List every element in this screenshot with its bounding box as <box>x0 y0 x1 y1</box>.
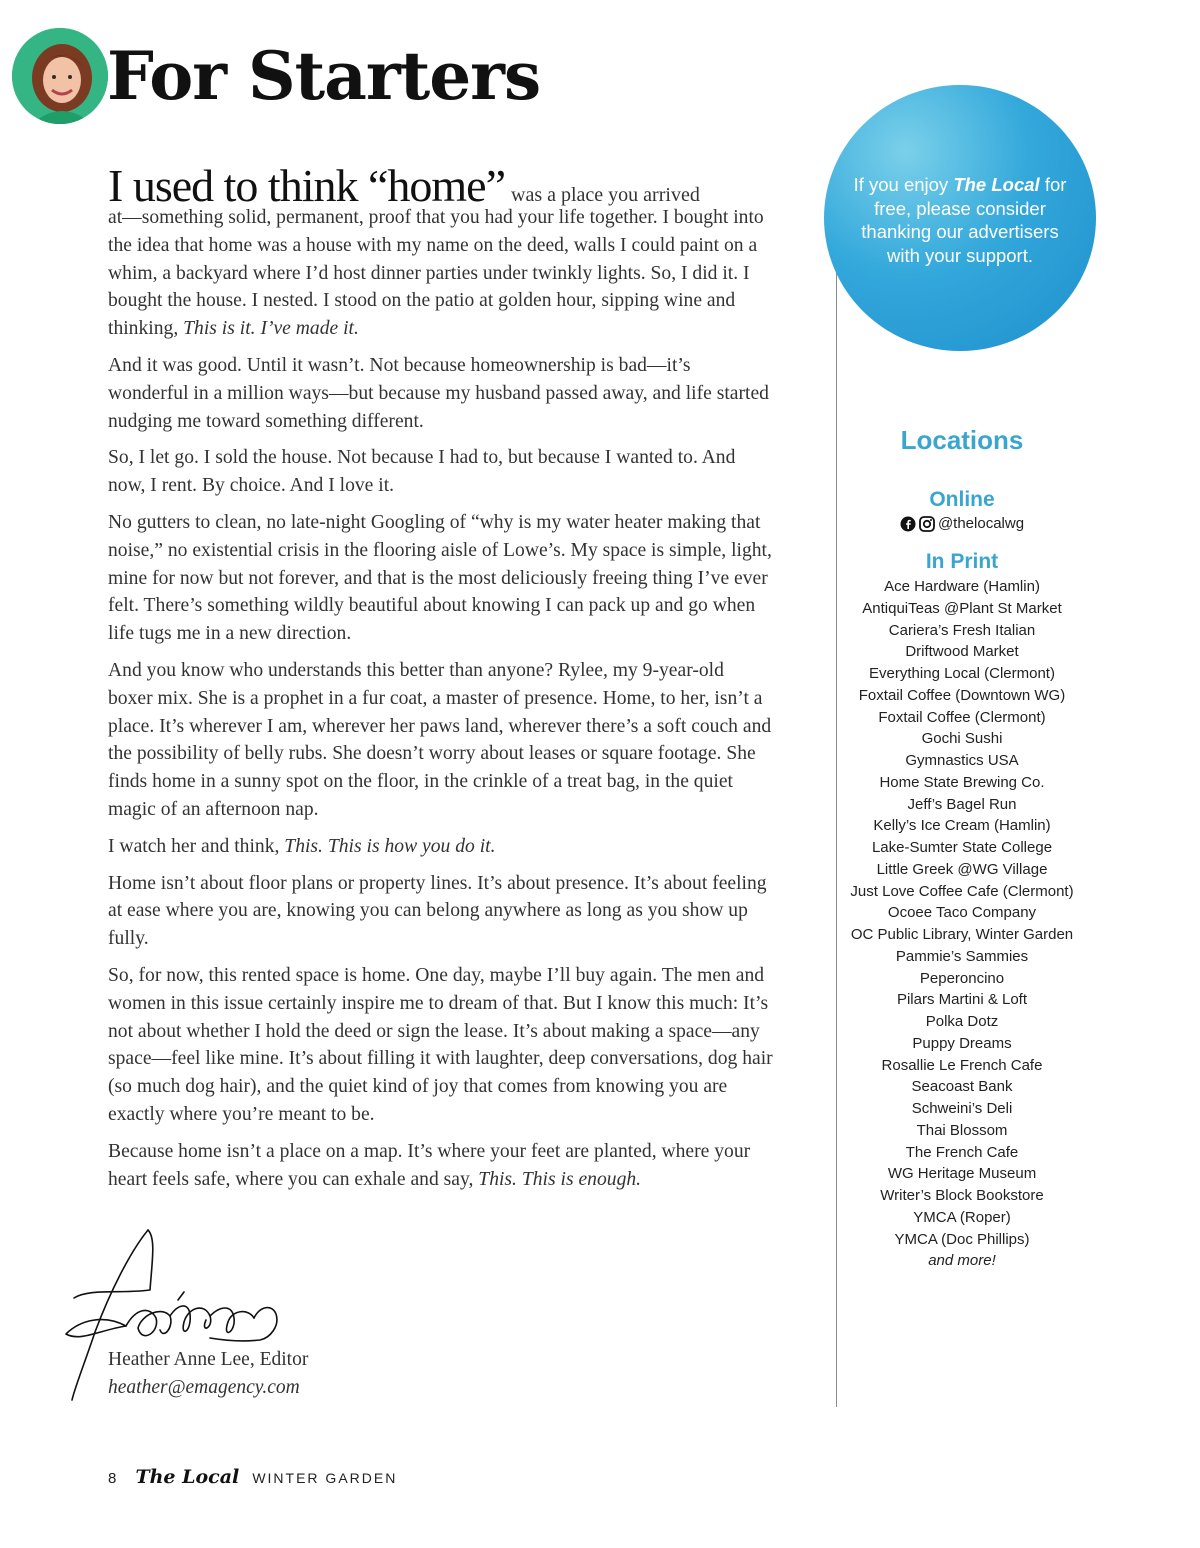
print-heading: In Print <box>925 550 999 573</box>
signature-block <box>60 1222 360 1412</box>
location-item: Cariera’s Fresh Italian <box>888 621 1036 639</box>
social-links <box>842 514 1082 534</box>
article-emphasis: This. This is how you do it. <box>284 835 496 857</box>
location-item: Everything Local (Clermont) <box>869 665 1055 682</box>
facebook-icon[interactable] <box>900 516 916 532</box>
social-handle[interactable]: @thelocalwg <box>937 515 1025 532</box>
location-item: Thai Blossom <box>916 1121 1008 1139</box>
article-body <box>108 204 773 1193</box>
article-text: Because home isn’t a place on a map. It’s where your feet are planted, where your heart feels safe, where you can exhale and say, <box>108 1140 751 1190</box>
location-item: WG Heritage Museum <box>887 1165 1037 1183</box>
page-footer <box>108 1466 397 1492</box>
location-item: YMCA (Doc Phillips) <box>894 1230 1030 1248</box>
location-item: Kelly’s Ice Cream (Hamlin) <box>873 817 1051 835</box>
promo-text-before: If you enjoy <box>853 174 954 195</box>
article-lead-rest: was a place you arrived <box>511 184 700 206</box>
location-item: Gymnastics USA <box>905 752 1019 769</box>
article-emphasis: This is it. I’ve made it. <box>183 318 359 340</box>
promo-text-after: for free, please consider thanking our advertisers with your support. <box>861 174 1067 266</box>
location-item: Driftwood Market <box>905 643 1019 661</box>
location-item: Ocoee Taco Company <box>887 904 1037 922</box>
article-text: So, for now, this rented space is home. One day, maybe I’ll buy again. The men and women in this issue certainly inspire me to dream of that. But I know this much: It’s not about whether I hold the deed or sign the lease. It’s about making a space—any space—feel like mine. It’s about filling it with laughter, deep conversations, dog hair (so much dog hair), and the quiet kind of joy that comes from knowing you are exactly where you’re meant to be. <box>108 964 773 1125</box>
location-item: Pilars Martini & Loft <box>896 991 1028 1009</box>
editor-name: Heather Anne Lee, Editor <box>108 1349 309 1370</box>
article-text: And you know who understands this better than anyone? Rylee, my 9-year-old boxer mix. She is a prophet in a fur coat, a master of presence. Home, to her, isn’t a place. It’s wherever I am, wherever her paws land, wherever there’s a soft couch and the possibility of belly rubs. She doesn’t worry about leases or square footage. She finds home in a sunny spot on the floor, in the crinkle of a treat bag, in the quiet magic of an afternoon nap. <box>108 659 772 820</box>
location-item: Jeff’s Bagel Run <box>907 795 1017 813</box>
article-text: So, I let go. I sold the house. Not because I had to, but because I wanted to. And now, I rent. By choice. And I love it. <box>108 447 736 497</box>
location-item: Writer’s Block Bookstore <box>880 1187 1044 1204</box>
editor-letter <box>108 158 773 1202</box>
location-item: YMCA (Roper) <box>913 1208 1011 1226</box>
print-locations-list <box>842 576 1082 1250</box>
locations-more: and more! <box>928 1252 996 1270</box>
column-divider <box>836 272 837 1407</box>
article-paragraph <box>108 444 773 500</box>
article-text: Home isn’t about floor plans or property lines. It’s about presence. It’s about feeling at ease where you are, knowing you can belong anywhere as long as you show up fully. <box>108 872 767 950</box>
editor-email[interactable]: heather@emagency.com <box>108 1377 300 1398</box>
footer-region: WINTER GARDEN <box>252 1470 398 1486</box>
location-item: Lake-Sumter State College <box>871 839 1053 856</box>
article-text: And it was good. Until it wasn’t. Not because homeownership is bad—it’s wonderful in a million ways—but because my husband passed away, and life started nudging me toward something different. <box>108 354 769 432</box>
location-item: Puppy Dreams <box>912 1034 1012 1052</box>
article-paragraph <box>108 204 773 343</box>
location-item: Foxtail Coffee (Clermont) <box>878 708 1046 726</box>
article-paragraph <box>108 1138 773 1194</box>
promo-text <box>845 173 1075 267</box>
article-lead-line <box>108 158 773 210</box>
instagram-icon[interactable] <box>919 516 935 532</box>
article-paragraph <box>108 833 773 861</box>
article-paragraph <box>108 509 773 648</box>
promo-brand: The Local <box>953 174 1040 195</box>
location-item: Peperoncino <box>919 969 1005 987</box>
location-item: Schweini’s Deli <box>911 1100 1013 1117</box>
location-item: Polka Dotz <box>925 1013 999 1030</box>
editor-avatar <box>12 28 108 124</box>
article-emphasis: This. This is enough. <box>478 1168 642 1190</box>
article-paragraph <box>108 870 773 953</box>
location-item: The French Cafe <box>905 1143 1019 1161</box>
article-paragraph <box>108 352 773 435</box>
location-item: Ace Hardware (Hamlin) <box>884 578 1040 595</box>
location-item: Rosallie Le French Cafe <box>881 1056 1043 1074</box>
editor-portrait-image <box>12 28 108 124</box>
article-text: at—something solid, permanent, proof that you had your life together. I bought into the idea that home was a house with my name on the deed, walls I could paint on a whim, a backyard where I’d host dinner parties under twinkly lights. So, I did it. I bought the house. I nested. I stood on the patio at golden hour, sipping wine and thinking, <box>108 207 764 340</box>
location-item: AntiquiTeas @Plant St Market <box>862 599 1062 617</box>
location-item: Just Love Coffee Cafe (Clermont) <box>850 882 1074 900</box>
location-item: Seacoast Bank <box>911 1078 1013 1096</box>
article-paragraph <box>108 962 773 1129</box>
location-item: OC Public Library, Winter Garden <box>850 926 1074 943</box>
article-text: I watch her and think, <box>108 835 285 857</box>
article-paragraph <box>108 657 773 824</box>
location-item: Little Greek @WG Village <box>876 860 1048 878</box>
page-title: For Starters <box>107 37 541 115</box>
footer-brand-logo: The Local <box>135 1466 240 1488</box>
location-item: Gochi Sushi <box>921 730 1003 748</box>
advertiser-promo-circle <box>824 85 1096 351</box>
locations-heading: Locations <box>900 425 1024 455</box>
article-lead-words: I used to think “home” <box>108 160 506 211</box>
location-item: Foxtail Coffee (Downtown WG) <box>858 686 1066 704</box>
location-item: Home State Brewing Co. <box>879 773 1045 791</box>
location-item: Pammie’s Sammies <box>895 947 1029 965</box>
article-text: No gutters to clean, no late-night Googling of “why is my water heater making that noise,” no existential crisis in the flooring aisle of Lowe’s. My space is simple, light, mine for now but not forever, and that is the most deliciously freeing thing I’ve ever felt. There’s something wildly beautiful about knowing I can pack up and go when life tugs me in a new direction. <box>108 511 772 645</box>
page-number: 8 <box>108 1470 117 1487</box>
online-heading: Online <box>929 488 995 511</box>
locations-sidebar <box>842 420 1082 1272</box>
